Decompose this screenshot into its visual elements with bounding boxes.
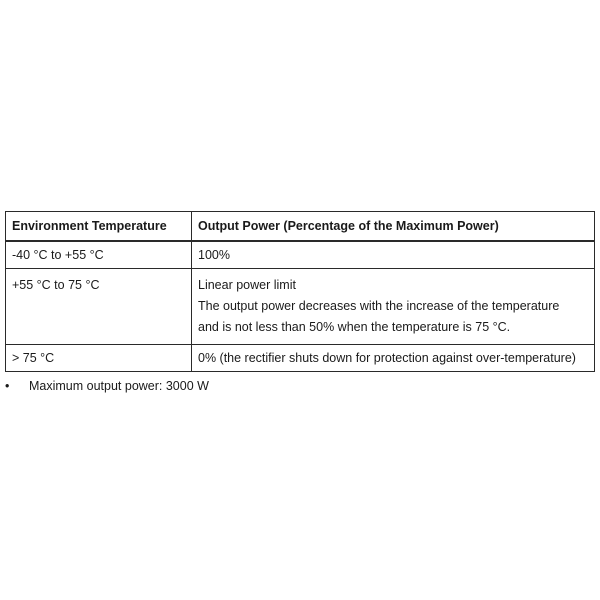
table-row — [6, 269, 595, 345]
note-item — [5, 379, 595, 393]
power-text: Linear power limit — [198, 278, 296, 292]
header-output-power: Output Power (Percentage of the Maximum Power) — [192, 212, 595, 242]
table-header-row — [6, 212, 595, 242]
temperature-cell: +55 °C to 75 °C — [6, 269, 192, 345]
note-text: Maximum output power: 3000 W — [29, 379, 209, 393]
table-row — [6, 345, 595, 372]
temperature-cell: -40 °C to +55 °C — [6, 241, 192, 269]
table-row — [6, 241, 595, 269]
bullet-icon: • — [5, 379, 10, 393]
power-text: The output power decreases with the increase of the temperature — [198, 299, 560, 313]
power-cell — [192, 269, 595, 345]
power-text: 0% (the rectifier shuts down for protection against over-temperature) — [198, 351, 576, 365]
header-environment-temperature: Environment Temperature — [6, 212, 192, 242]
temperature-cell: > 75 °C — [6, 345, 192, 372]
power-text: 100% — [198, 248, 230, 262]
power-text: and is not less than 50% when the temperature is 75 °C. — [198, 320, 511, 334]
power-cell — [192, 345, 595, 372]
temperature-power-table — [5, 211, 595, 372]
power-cell — [192, 241, 595, 269]
document-content — [5, 211, 595, 393]
